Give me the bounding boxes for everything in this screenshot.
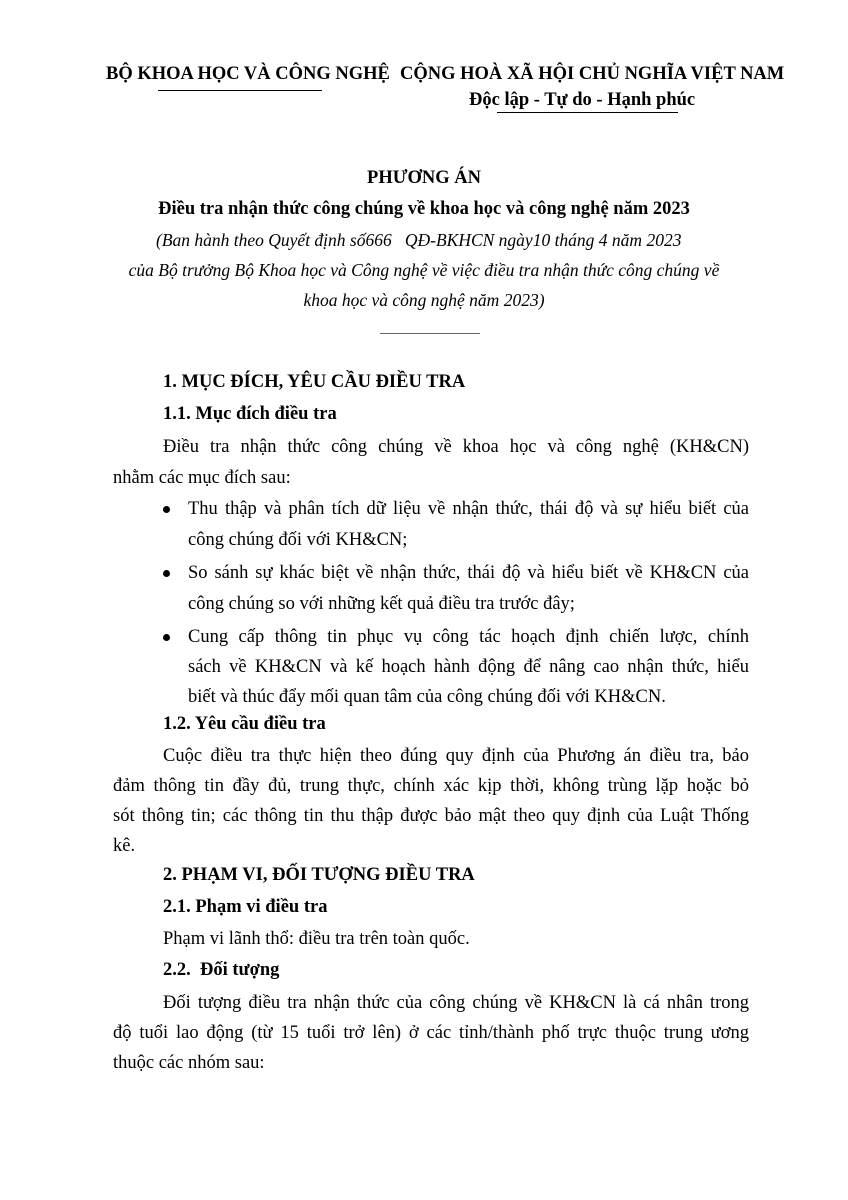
bullet-1-line-2: công chúng đối với KH&CN;: [188, 530, 408, 550]
section-2-2-heading: 2.2. Đối tượng: [163, 960, 280, 980]
section-2-2-line-2: độ tuổi lao động (từ 15 tuổi trở lên) ở các tỉnh/thành phố trực thuộc trung ương: [113, 1023, 749, 1043]
section-1-1-intro-line-1: Điều tra nhận thức công chúng về khoa học và công nghệ (KH&CN): [163, 437, 749, 457]
ministry-name: BỘ KHOA HỌC VÀ CÔNG NGHỆ: [106, 64, 390, 84]
bullet-1-line-1: Thu thập và phân tích dữ liệu về nhận thức, thái độ và sự hiểu biết của: [188, 499, 749, 519]
issuance-note-line-1: (Ban hành theo Quyết định số666 QĐ-BKHCN ngày10 tháng 4 năm 2023: [156, 230, 682, 250]
section-1-2-line-3: sót thông tin; các thông tin thu thập được bảo mật theo quy định của Luật Thống: [113, 806, 749, 826]
section-1-2-line-4: kê.: [113, 836, 136, 856]
nation-name: CỘNG HOÀ XÃ HỘI CHỦ NGHĨA VIỆT NAM: [400, 64, 785, 84]
section-1-2-line-1: Cuộc điều tra thực hiện theo đúng quy định của Phương án điều tra, bảo: [163, 746, 749, 766]
bullet-1-dot: [163, 506, 170, 513]
motto-underline: [497, 112, 678, 113]
issuance-note-line-3: khoa học và công nghệ năm 2023): [303, 290, 545, 310]
document-title: PHƯƠNG ÁN: [367, 168, 481, 188]
section-1-1-intro-line-2: nhằm các mục đích sau:: [113, 468, 291, 488]
section-2-1-text: Phạm vi lãnh thổ: điều tra trên toàn quốc.: [163, 929, 470, 949]
bullet-2-line-1: So sánh sự khác biệt về nhận thức, thái độ và hiểu biết về KH&CN của: [188, 563, 749, 583]
section-2-heading: 2. PHẠM VI, ĐỐI TƯỢNG ĐIỀU TRA: [163, 865, 475, 885]
bullet-3-line-1: Cung cấp thông tin phục vụ công tác hoạch định chiến lược, chính: [188, 627, 749, 647]
section-2-2-line-3: thuộc các nhóm sau:: [113, 1053, 265, 1073]
section-1-heading: 1. MỤC ĐÍCH, YÊU CẦU ĐIỀU TRA: [163, 372, 466, 392]
ministry-underline: [158, 90, 322, 91]
bullet-2-line-2: công chúng so với những kết quả điều tra trước đây;: [188, 594, 575, 614]
national-motto: Độc lập - Tự do - Hạnh phúc: [469, 90, 696, 110]
section-2-2-line-1: Đối tượng điều tra nhận thức của công chúng về KH&CN là cá nhân trong: [163, 993, 749, 1013]
section-2-1-heading: 2.1. Phạm vi điều tra: [163, 897, 328, 917]
title-divider: [380, 333, 480, 334]
section-1-2-heading: 1.2. Yêu cầu điều tra: [163, 714, 326, 734]
bullet-3-line-3: biết và thúc đẩy mối quan tâm của công chúng đối với KH&CN.: [188, 687, 666, 707]
section-1-1-heading: 1.1. Mục đích điều tra: [163, 404, 337, 424]
section-1-2-line-2: đảm thông tin đầy đủ, trung thực, chính xác kịp thời, không trùng lặp hoặc bỏ: [113, 776, 749, 796]
bullet-2-dot: [163, 570, 170, 577]
bullet-3-line-2: sách về KH&CN và kế hoạch hành động để nâng cao nhận thức, hiểu: [188, 657, 749, 677]
bullet-3-dot: [163, 634, 170, 641]
document-subtitle: Điều tra nhận thức công chúng về khoa học và công nghệ năm 2023: [158, 199, 690, 219]
issuance-note-line-2: của Bộ trưởng Bộ Khoa học và Công nghệ về việc điều tra nhận thức công chúng về: [128, 260, 720, 280]
